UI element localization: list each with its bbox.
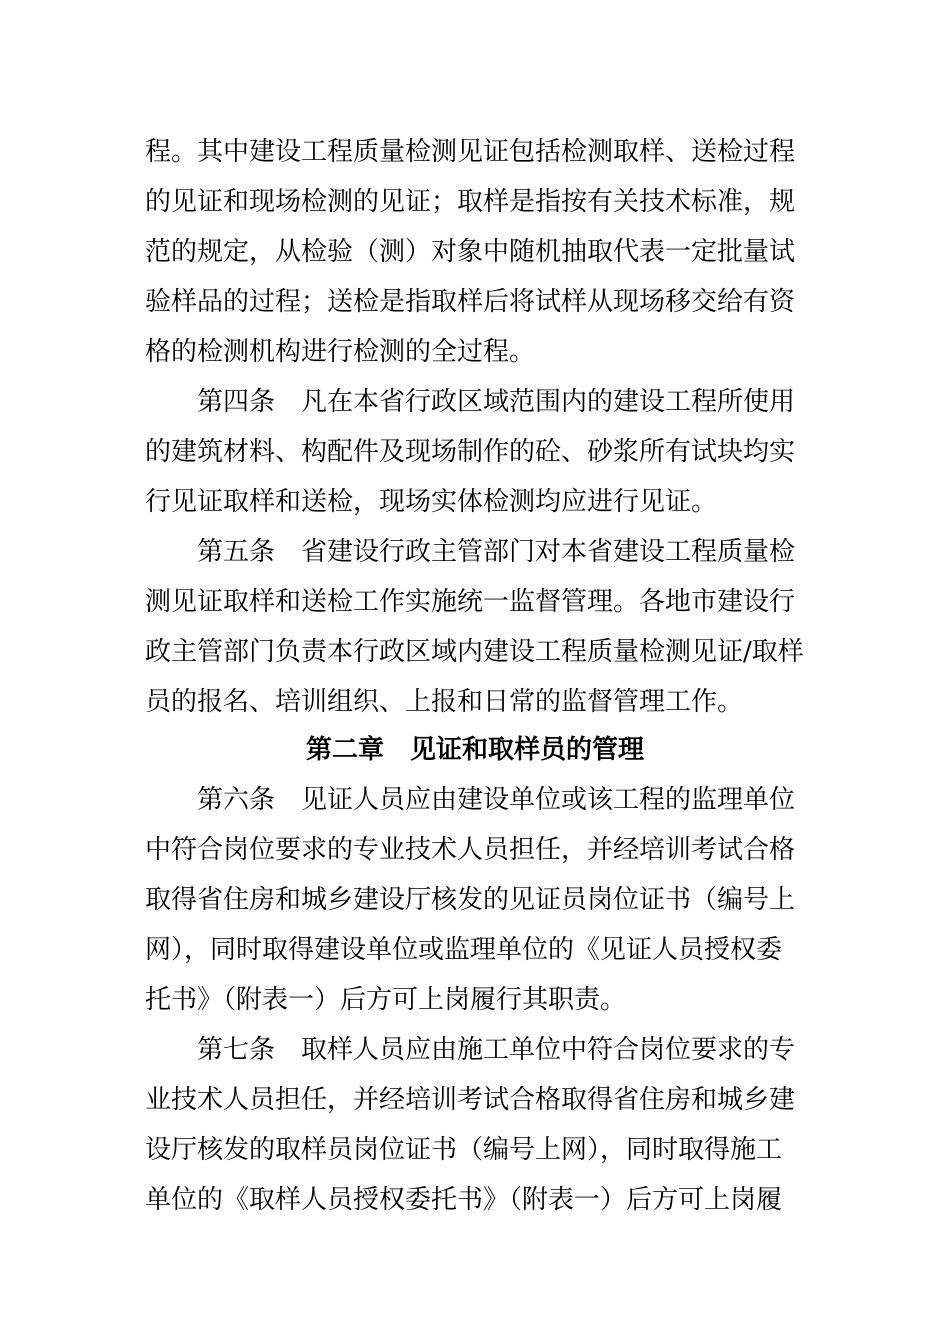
- article-7-line: 第七条 取样人员应由施工单位中符合岗位要求的专: [197, 1035, 796, 1065]
- paragraph-line: 程。其中建设工程质量检测见证包括检测取样、送检过程: [145, 137, 796, 167]
- paragraph-line: 验样品的过程；送检是指取样后将试样从现场移交给有资: [145, 287, 796, 317]
- paragraph-line: 的见证和现场检测的见证；取样是指按有关技术标准，规: [145, 187, 796, 217]
- article-6-line: 第六条 见证人员应由建设单位或该工程的监理单位: [197, 785, 796, 815]
- article-6-line: 中符合岗位要求的专业技术人员担任，并经培训考试合格: [145, 835, 796, 865]
- article-5-line: 政主管部门负责本行政区域内建设工程质量检测见证/取样: [145, 637, 804, 667]
- article-4-line: 的建筑材料、构配件及现场制作的砼、砂浆所有试块均实: [145, 437, 796, 467]
- article-6-line: 托书》（附表一）后方可上岗履行其职责。: [145, 985, 627, 1015]
- chapter-heading: 第二章 见证和取样员的管理: [305, 735, 644, 765]
- article-7-line: 设厅核发的取样员岗位证书（编号上网），同时取得施工: [145, 1135, 783, 1165]
- article-5-line: 员的报名、培训组织、上报和日常的监督管理工作。: [145, 687, 744, 717]
- article-5-line: 第五条 省建设行政主管部门对本省建设工程质量检: [197, 537, 796, 567]
- paragraph-line: 格的检测机构进行检测的全过程。: [145, 337, 536, 367]
- article-7-line: 业技术人员担任，并经培训考试合格取得省住房和城乡建: [145, 1085, 796, 1115]
- paragraph-line: 范的规定，从检验（测）对象中随机抽取代表一定批量试: [145, 237, 796, 267]
- article-4-line: 行见证取样和送检，现场实体检测均应进行见证。: [145, 487, 718, 517]
- article-6-line: 取得省住房和城乡建设厅核发的见证员岗位证书（编号上: [145, 885, 796, 915]
- article-7-line: 单位的《取样人员授权委托书》（附表一）后方可上岗履: [145, 1185, 783, 1215]
- article-4-line: 第四条 凡在本省行政区域范围内的建设工程所使用: [197, 387, 796, 417]
- article-5-line: 测见证取样和送检工作实施统一监督管理。各地市建设行: [145, 587, 796, 617]
- article-6-line: 网），同时取得建设单位或监理单位的《见证人员授权委: [145, 935, 783, 965]
